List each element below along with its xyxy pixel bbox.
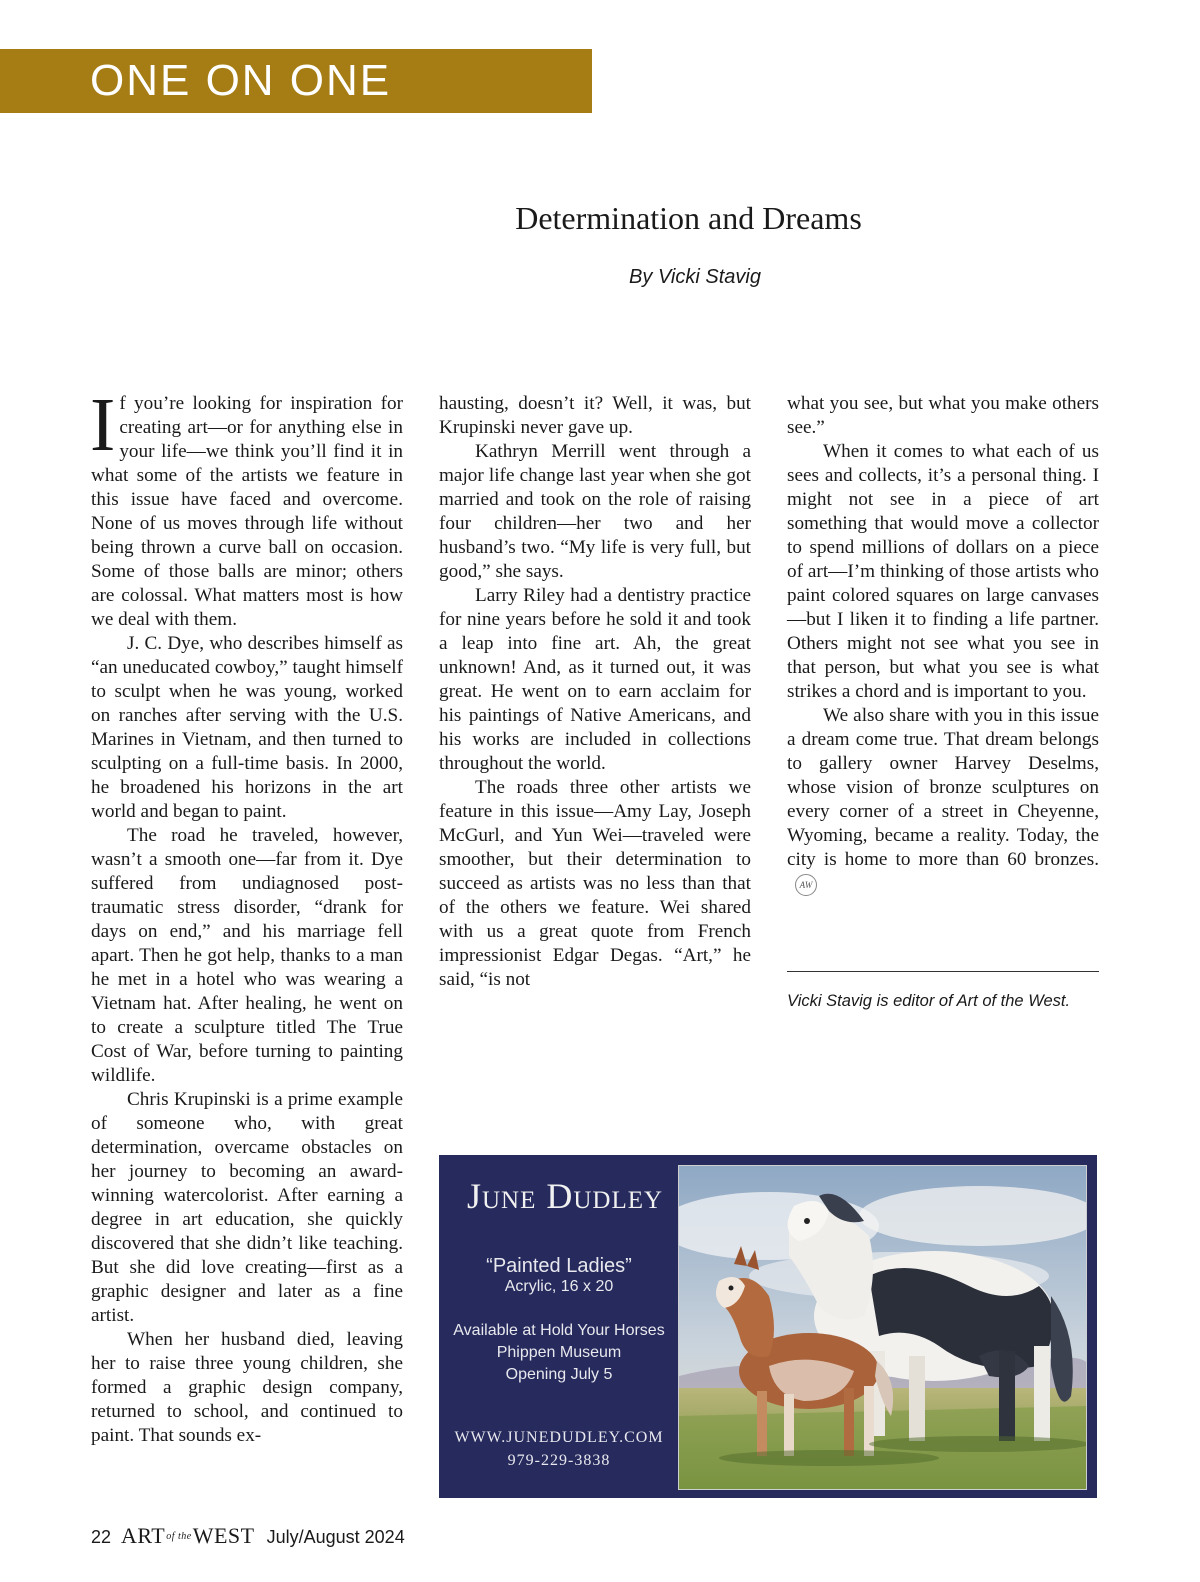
page-footer [91, 1523, 405, 1551]
article-paragraph: When it comes to what each of us sees and collects, it’s a personal thing. I might not see in a piece of art something that would move a collector to spend millions of dollars on a piece of art—I’m thinking of those artists who paint colored squares on large canvases—but I liken it to finding a life partner. Others might not see what you see in that person, but what you see is what strikes a chord and is important to you. [787, 441, 1099, 702]
article-paragraph: Chris Krupinski is a prime example of someone who, with great determination, overcame obstacles on her journey to becoming an award-winning watercolorist. After earning a degree in art education, she quickly discovered that she didn’t like teaching. But she did love creating—first as a graphic designer and later as a fine artist. [91, 1089, 403, 1326]
article-paragraph-text: We also share with you in this issue a dream come true. That dream belongs to gallery owner Harvey Deselms, whose vision of bronze sculptures on every corner of a street in Cheyenne, Wyoming, became a reality. Today, the city is home to more than 60 bronzes. [787, 705, 1099, 870]
ad-painting-medium: Acrylic, 16 x 20 [504, 1278, 614, 1295]
ad-horse-painting [678, 1165, 1087, 1490]
ad-painting-title: “Painted Ladies” [486, 1255, 632, 1277]
ad-availability-line: Available at Hold Your Horses [453, 1322, 665, 1339]
page-number: 22 [91, 1527, 112, 1547]
ad-phone: 979-229-3838 [507, 1452, 611, 1469]
bio-divider [787, 971, 1099, 972]
article-column-2 [439, 392, 751, 992]
article-paragraph: what you see, but what you make others see.” [787, 393, 1099, 438]
magazine-logo-of: of the [166, 1531, 192, 1542]
ad-availability-line: Phippen Museum [496, 1344, 622, 1361]
issue-date: July/August 2024 [266, 1527, 405, 1547]
section-banner [0, 49, 592, 113]
article-paragraph: Larry Riley had a dentistry practice for nine years before he sold it and took a leap into fine art. Ah, the great unknown! And, as it turned out, it was great. He went on to earn acclaim for his paintings of Native Americans, and his works are included in collections throughout the world. [439, 585, 751, 774]
article-paragraph [787, 704, 1099, 896]
aw-end-mark-icon: AW [795, 874, 817, 896]
horse-painting-image [679, 1166, 1087, 1490]
article-paragraph: Kathryn Merrill went through a major life change last year when she got married and took on the role of raising four children—her two and her husband’s two. “My life is very full, but good,” she says. [439, 441, 751, 582]
article-byline: By Vicki Stavig [629, 266, 761, 288]
magazine-logo [121, 1523, 255, 1549]
article-title: Determination and Dreams [515, 200, 862, 236]
article-paragraph: J. C. Dye, who describes himself as “an uneducated cowboy,” taught himself to sculpt when he was young, worked on ranches after serving with the U.S. Marines in Vietnam, and then turned to sculpting on a full-time basis. In 2000, he broadened his horizons in the art world and began to paint. [91, 633, 403, 822]
article-paragraph [90, 383, 403, 632]
article-paragraph: The roads three other artists we feature in this issue—Amy Lay, Joseph McGurl, and Yun Wei—traveled were smoother, but their determination to succeed as artists was no less than that of the others we feature. Wei shared with us a great quote from French impressionist Edgar Degas. “Art,” he said, “is not [439, 777, 751, 990]
author-bio: Vicki Stavig is editor of Art of the West. [787, 992, 1071, 1010]
article-paragraph: hausting, doesn’t it? Well, it was, but Krupinski never gave up. [439, 393, 751, 438]
advertisement [439, 1155, 1097, 1498]
ad-artist-name: June Dudley [466, 1176, 664, 1216]
section-banner-label: ONE ON ONE [90, 56, 392, 105]
ad-availability-line: Opening July 5 [505, 1366, 613, 1383]
drop-cap: I [90, 383, 116, 467]
magazine-logo-art: ART [121, 1523, 166, 1548]
article-paragraph: The road he traveled, however, wasn’t a smooth one—far from it. Dye suffered from undiagnosed post-traumatic stress disorder, “drank for days on end,” and his marriage fell apart. Then he got help, thanks to a man he met in a hotel who was wearing a Vietnam hat. After healing, he went on to create a sculpture titled The True Cost of War, before turning to painting wildlife. [91, 825, 403, 1086]
article-column-3 [787, 392, 1099, 896]
magazine-logo-west: WEST [192, 1523, 255, 1548]
ad-website: WWW.JUNEDUDLEY.COM [454, 1429, 664, 1446]
article-column-1 [90, 383, 403, 1448]
article-paragraph: When her husband died, leaving her to raise three young children, she formed a graphic design company, returned to school, and continued to paint. That sounds ex- [91, 1329, 403, 1446]
article-paragraph-text: f you’re looking for inspiration for creating art—or for anything else in your life—we think you’ll find it in what some of the artists we feature in this issue have faced and overcome. None of us moves through life without being thrown a curve ball on occasion. Some of those balls are minor; others are colossal. What matters most is how we deal with them. [91, 393, 403, 630]
